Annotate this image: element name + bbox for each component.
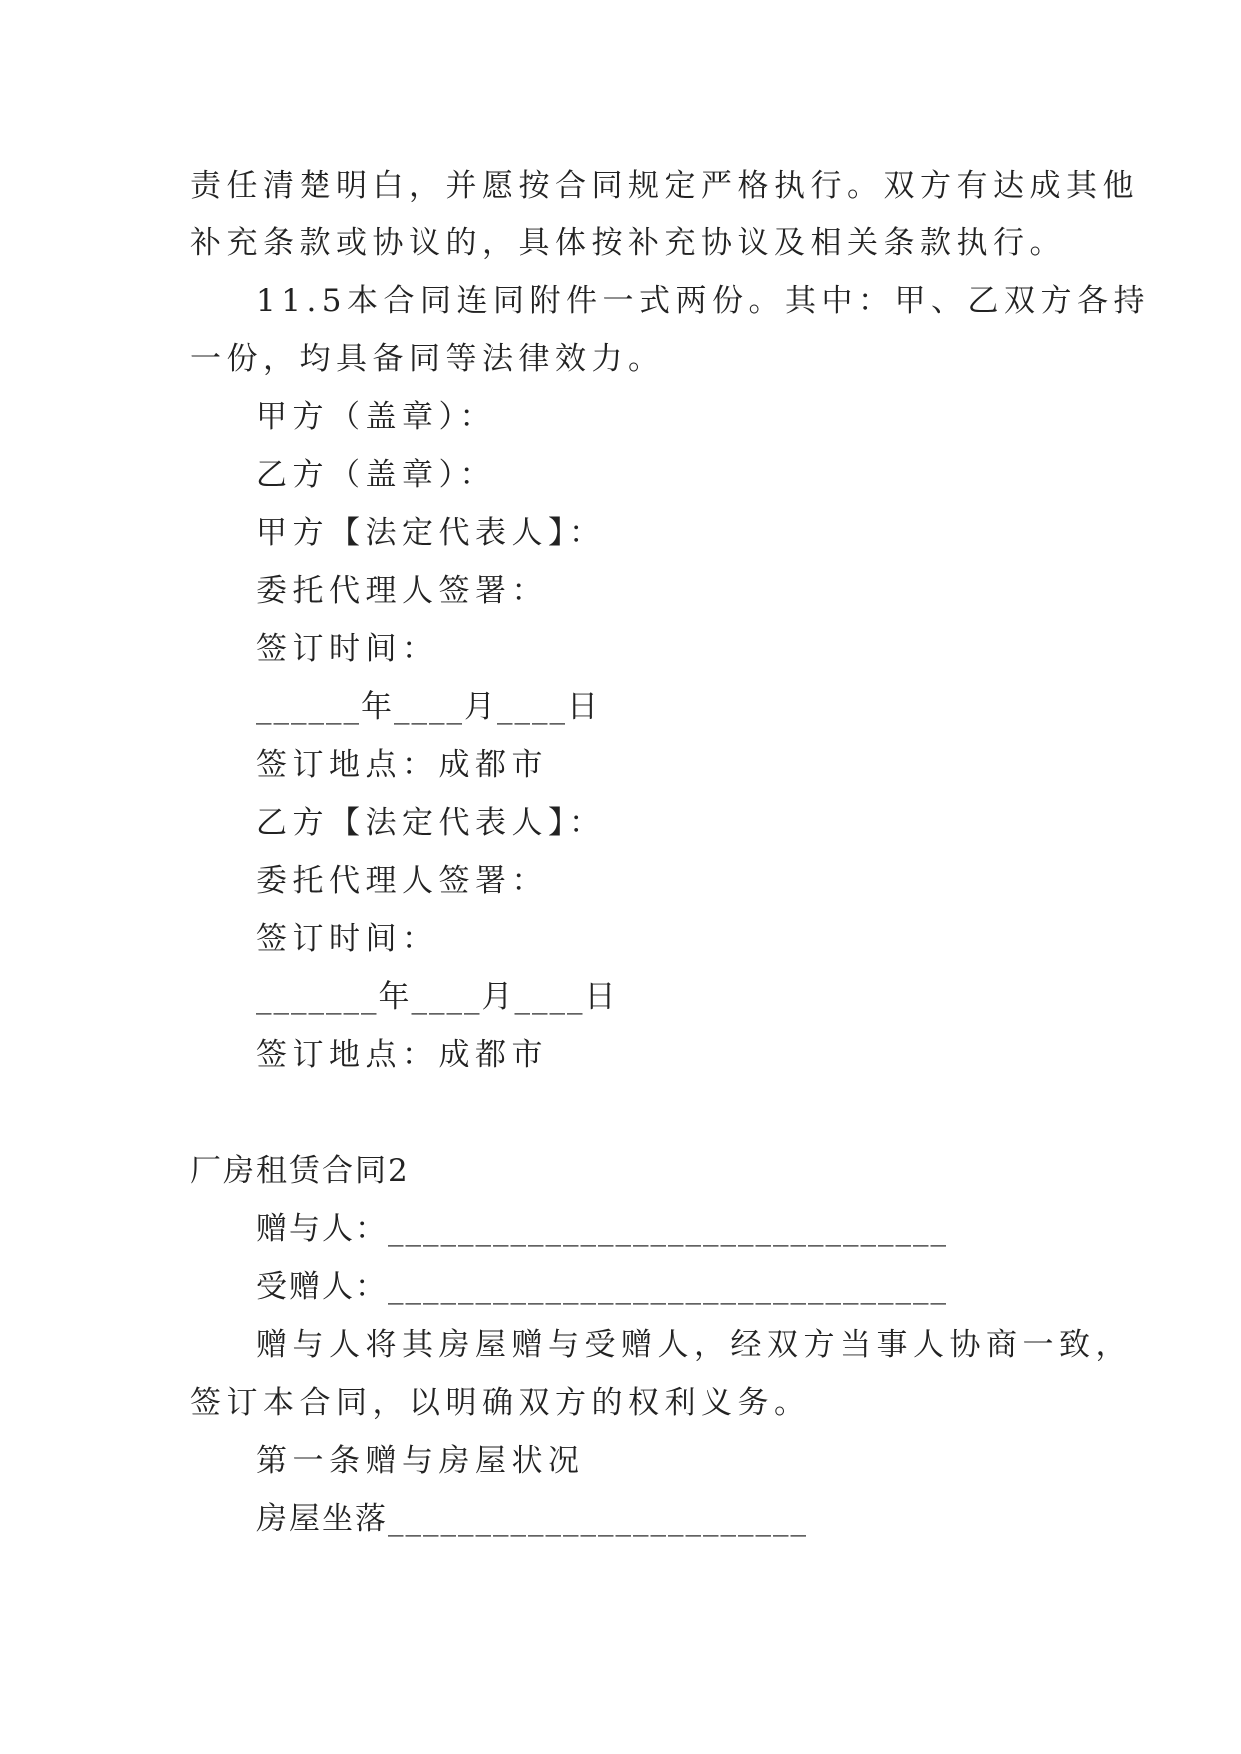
- party-b-signing-place: 签订地点：成都市: [256, 1037, 548, 1073]
- paragraph-line: 补充条款或协议的，具体按补充协议及相关条款执行。: [190, 225, 1066, 261]
- paragraph-line: 签订本合同，以明确双方的权利义务。: [190, 1385, 811, 1421]
- party-a-signing-place: 签订地点：成都市: [256, 747, 548, 783]
- clause-11-5-line: 11.5本合同连同附件一式两份。其中：甲、乙双方各持: [256, 283, 1151, 319]
- paragraph-line: 一份，均具备同等法律效力。: [190, 341, 665, 377]
- donee-field: 受赠人：________________________________: [256, 1269, 948, 1305]
- party-a-seal-label: 甲方（盖章）：: [256, 399, 496, 435]
- party-a-legal-rep-label: 甲方【法定代表人】：: [256, 515, 606, 551]
- article-1-heading: 第一条赠与房屋状况: [256, 1443, 585, 1479]
- party-b-date-blank: _______年____月____日: [256, 979, 618, 1015]
- party-a-signing-time-label: 签订时间：: [256, 631, 439, 667]
- party-b-agent-signature-label: 委托代理人签署：: [256, 863, 548, 899]
- donor-field: 赠与人：________________________________: [256, 1211, 948, 1247]
- party-b-signing-time-label: 签订时间：: [256, 921, 439, 957]
- party-a-date-blank: ______年____月____日: [256, 689, 600, 725]
- party-a-agent-signature-label: 委托代理人签署：: [256, 573, 548, 609]
- party-b-seal-label: 乙方（盖章）：: [256, 457, 496, 493]
- paragraph-line: 责任清楚明白，并愿按合同规定严格执行。双方有达成其他: [190, 168, 1139, 204]
- paragraph-line: 赠与人将其房屋赠与受赠人，经双方当事人协商一致，: [256, 1327, 1132, 1363]
- house-location-field: 房屋坐落________________________: [256, 1501, 808, 1537]
- document-title: 厂房租赁合同2: [190, 1153, 410, 1189]
- party-b-legal-rep-label: 乙方【法定代表人】：: [256, 805, 606, 841]
